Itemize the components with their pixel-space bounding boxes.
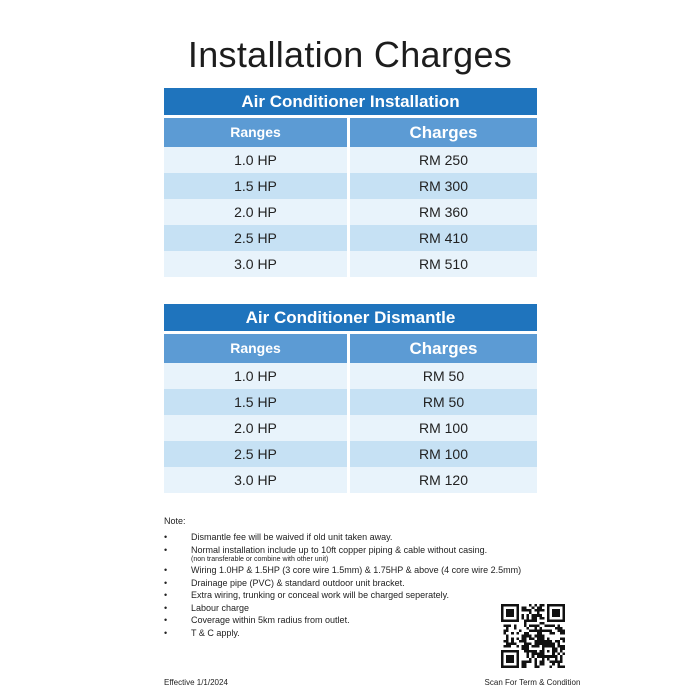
range-cell: 1.5 HP	[164, 173, 347, 199]
charge-cell: RM 510	[350, 251, 537, 277]
range-cell: 1.5 HP	[164, 389, 347, 415]
notes-heading: Note:	[164, 516, 186, 526]
range-cell: 2.0 HP	[164, 199, 347, 225]
charge-cell: RM 120	[350, 467, 537, 493]
installation-table	[164, 88, 537, 277]
bullet-icon: •	[164, 615, 168, 625]
bullet-icon: •	[164, 532, 168, 542]
bullet-icon: •	[164, 627, 168, 638]
note-subtext: (non transferable or combine with other unit)	[191, 556, 329, 563]
table-row	[164, 147, 537, 173]
range-cell: 1.0 HP	[164, 147, 347, 173]
charge-cell: RM 250	[350, 147, 537, 173]
note-text: Dismantle fee will be waived if old unit taken away.	[191, 532, 393, 542]
table-row	[164, 251, 537, 277]
page-title: Installation Charges	[187, 34, 513, 75]
range-cell: 2.0 HP	[164, 415, 347, 441]
table-row	[164, 441, 537, 467]
table-row	[164, 225, 537, 251]
dismantle-table-title: Air Conditioner Dismantle	[164, 304, 537, 331]
range-cell: 2.5 HP	[164, 225, 347, 251]
bullet-icon: •	[164, 577, 168, 588]
effective-date: Effective 1/1/2024	[164, 678, 228, 687]
note-text: Labour charge	[191, 602, 250, 613]
table-row	[164, 173, 537, 199]
table-row	[164, 199, 537, 225]
column-header-charges: Charges	[350, 118, 537, 147]
note-text: Wiring 1.0HP & 1.5HP (3 core wire 1.5mm) & 1.75HP & above (4 core wire 2.5mm)	[191, 565, 522, 575]
table-row	[164, 415, 537, 441]
charge-cell: RM 50	[350, 363, 537, 389]
dismantle-table	[164, 304, 537, 493]
note-text: Coverage within 5km radius from outlet.	[191, 615, 350, 625]
installation-table-header	[164, 118, 537, 147]
column-header-charges: Charges	[350, 334, 537, 363]
charge-cell: RM 410	[350, 225, 537, 251]
column-header-ranges: Ranges	[164, 334, 347, 363]
bullet-icon: •	[164, 602, 168, 613]
charge-cell: RM 100	[350, 415, 537, 441]
table-row	[164, 363, 537, 389]
note-item	[164, 531, 564, 544]
qr-code-icon[interactable]	[499, 604, 567, 668]
note-text: Normal installation include up to 10ft copper piping & cable without casing.	[191, 544, 488, 555]
bullet-icon: •	[164, 565, 168, 575]
charge-cell: RM 100	[350, 441, 537, 467]
charge-cell: RM 50	[350, 389, 537, 415]
range-cell: 3.0 HP	[164, 251, 347, 277]
note-item	[164, 589, 564, 602]
range-cell: 1.0 HP	[164, 363, 347, 389]
qr-caption: Scan For Term & Condition	[484, 678, 581, 687]
note-item	[164, 564, 564, 577]
range-cell: 3.0 HP	[164, 467, 347, 493]
bullet-icon: •	[164, 590, 168, 600]
table-row	[164, 467, 537, 493]
note-item	[164, 577, 564, 590]
note-text: Extra wiring, trunking or conceal work will be charged seperately.	[191, 590, 449, 600]
note-item	[164, 544, 564, 565]
note-text: T & C apply.	[191, 627, 240, 638]
installation-table-title: Air Conditioner Installation	[164, 88, 537, 115]
charge-cell: RM 360	[350, 199, 537, 225]
column-header-ranges: Ranges	[164, 118, 347, 147]
note-text: Drainage pipe (PVC) & standard outdoor unit bracket.	[191, 577, 405, 588]
dismantle-table-header	[164, 334, 537, 363]
bullet-icon: •	[164, 544, 168, 555]
charge-cell: RM 300	[350, 173, 537, 199]
range-cell: 2.5 HP	[164, 441, 347, 467]
table-row	[164, 389, 537, 415]
